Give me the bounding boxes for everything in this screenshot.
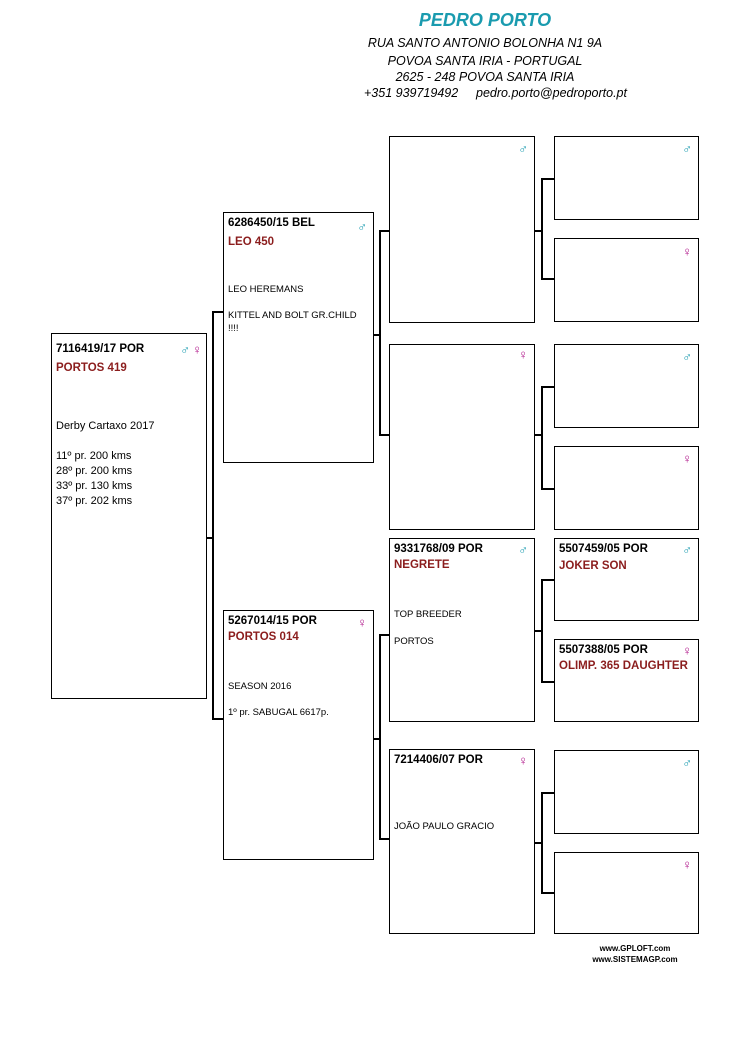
female-icon: ♀ [682, 643, 692, 658]
sire-card[interactable] [223, 212, 374, 463]
male-icon: ♂ [518, 141, 528, 156]
sire-ring-number: 6286450/15 BEL [228, 217, 315, 229]
female-icon: ♀ [682, 857, 692, 872]
connector [541, 579, 543, 682]
dam-note: 1º pr. SABUGAL 6617p. [228, 707, 329, 718]
sire-note: !!!! [228, 323, 239, 334]
dam-sire-ring-number: 9331768/09 POR [394, 543, 483, 555]
breeder-name: PEDRO PORTO [418, 10, 552, 30]
connector [541, 792, 543, 893]
connector [212, 311, 214, 719]
dam-sire-sire-card[interactable] [554, 538, 699, 621]
sire-name: LEO 450 [228, 236, 275, 248]
dam-name: PORTOS 014 [228, 631, 299, 643]
subject-pigeon-card[interactable] [51, 333, 207, 699]
male-icon: ♂ [682, 542, 692, 557]
footer-website[interactable]: www.GPLOFT.com [599, 944, 671, 953]
connector [541, 178, 543, 279]
connector [541, 892, 555, 894]
connector [541, 681, 555, 683]
great-grandparent-card[interactable] [554, 238, 699, 322]
female-icon: ♀ [682, 451, 692, 466]
breeder-phone: +351 939719492 [364, 86, 459, 100]
male-icon: ♂ [180, 342, 190, 357]
sire-dam-card[interactable] [389, 344, 535, 530]
dam-dam-card[interactable] [389, 749, 535, 934]
breeder-address-line1: RUA SANTO ANTONIO BOLONHA N1 9A [367, 36, 603, 50]
female-icon: ♀ [192, 342, 202, 357]
connector [379, 634, 381, 839]
breeder-address-line3: 2625 - 248 POVOA SANTA IRIA [395, 70, 575, 84]
male-icon: ♂ [682, 349, 692, 364]
subject-note: Derby Cartaxo 2017 [56, 420, 155, 432]
female-icon: ♀ [682, 244, 692, 259]
breeder-email: pedro.porto@pedroporto.pt [476, 86, 627, 100]
connector [379, 230, 381, 435]
dam-sire-name: NEGRETE [394, 559, 450, 571]
female-icon: ♀ [518, 347, 528, 362]
great-grandparent-card[interactable] [554, 344, 699, 428]
dam-sire-sire-ring-number: 5507459/05 POR [559, 543, 648, 555]
subject-ring-number: 7116419/17 POR [56, 343, 145, 355]
dam-dam-ring-number: 7214406/07 POR [394, 754, 483, 766]
dam-sire-dam-name: OLIMP. 365 DAUGHTER [559, 660, 688, 672]
connector [541, 386, 543, 489]
dam-sire-dam-card[interactable] [554, 639, 699, 722]
great-grandparent-card[interactable] [554, 136, 699, 220]
subject-name: PORTOS 419 [56, 362, 127, 374]
connector [541, 278, 555, 280]
footer-website[interactable]: www.SISTEMAGP.com [592, 955, 678, 964]
dam-note: SEASON 2016 [228, 681, 292, 692]
great-grandparent-card[interactable] [554, 446, 699, 530]
male-icon: ♂ [357, 219, 367, 234]
great-grandparent-card[interactable] [554, 852, 699, 934]
dam-dam-note: JOÃO PAULO GRACIO [394, 821, 495, 832]
sire-note: LEO HEREMANS [228, 284, 304, 295]
dam-sire-card[interactable] [389, 538, 535, 722]
dam-card[interactable] [223, 610, 374, 860]
great-grandparent-card[interactable] [554, 750, 699, 834]
subject-note: 33º pr. 130 kms [56, 480, 133, 492]
dam-sire-sire-name: JOKER SON [559, 560, 627, 572]
subject-note: 11º pr. 200 kms [56, 450, 132, 462]
female-icon: ♀ [357, 615, 367, 630]
male-icon: ♂ [682, 141, 692, 156]
breeder-address-line2: POVOA SANTA IRIA - PORTUGAL [387, 54, 583, 68]
dam-sire-dam-ring-number: 5507388/05 POR [559, 644, 648, 656]
dam-ring-number: 5267014/15 POR [228, 615, 317, 627]
subject-note: 37º pr. 202 kms [56, 495, 133, 507]
male-icon: ♂ [682, 755, 692, 770]
connector [541, 386, 555, 388]
female-icon: ♀ [518, 753, 528, 768]
sire-note: KITTEL AND BOLT GR.CHILD [228, 310, 357, 321]
sire-sire-card[interactable] [389, 136, 535, 323]
dam-sire-note: PORTOS [394, 636, 434, 647]
dam-sire-note: TOP BREEDER [394, 609, 462, 620]
connector [541, 792, 555, 794]
connector [541, 579, 555, 581]
connector [541, 488, 555, 490]
male-icon: ♂ [518, 542, 528, 557]
subject-note: 28º pr. 200 kms [56, 465, 133, 477]
connector [541, 178, 555, 180]
